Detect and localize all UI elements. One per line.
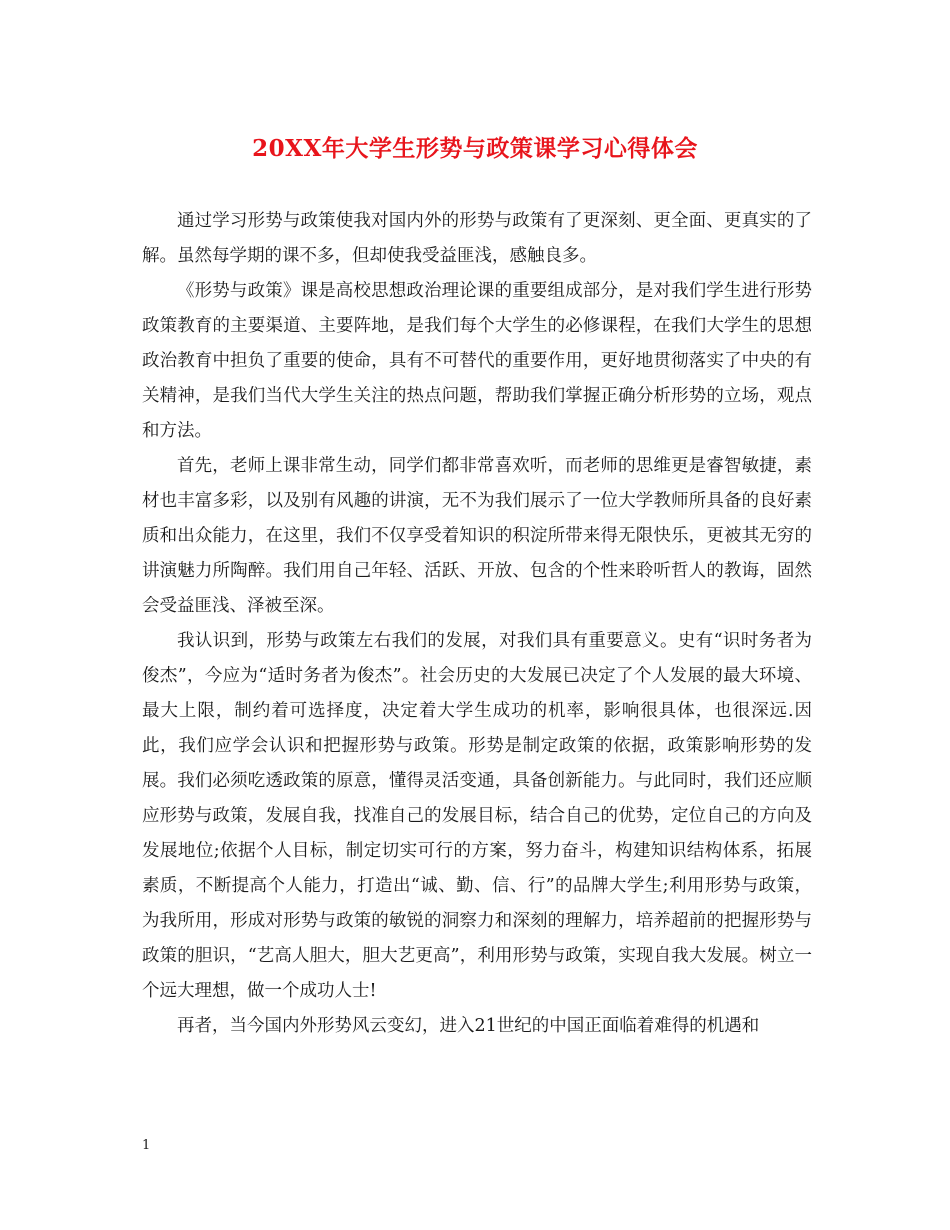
- document-body: [142, 204, 812, 1044]
- page-number: 1: [142, 1138, 151, 1153]
- paragraph-2: 《形势与政策》课是高校思想政治理论课的重要组成部分，是对我们学生进行形势政策教育的主要渠道、主要阵地，是我们每个大学生的必修课程，在我们大学生的思想政治教育中担负了重要的使命，具有不可替代的重要作用，更好地贯彻落实了中央的有关精神，是我们当代大学生关注的热点问题，帮助我们掌握正确分析形势的立场，观点和方法。: [142, 281, 812, 441]
- paragraph-1: 通过学习形势与政策使我对国内外的形势与政策有了更深刻、更全面、更真实的了解。虽然每学期的课不多，但却使我受益匪浅，感触良多。: [142, 211, 812, 266]
- document-title: 20XX年大学生形势与政策课学习心得体会: [252, 135, 698, 162]
- paragraph-4: 我认识到，形势与政策左右我们的发展，对我们具有重要意义。史有“识时务者为俊杰”，今应为“适时务者为俊杰”。社会历史的大发展已决定了个人发展的最大环境、最大上限，制约着可选择度，决定着大学生成功的机率，影响很具体，也很深远.因此，我们应学会认识和把握形势与政策。形势是制定政策的依据，政策影响形势的发展。我们必须吃透政策的原意，懂得灵活变通，具备创新能力。与此同时，我们还应顺应形势与政策，发展自我，找准自己的发展目标，结合自己的优势，定位自己的方向及发展地位;依据个人目标，制定切实可行的方案，努力奋斗，构建知识结构体系，拓展素质，不断提高个人能力，打造出“诚、勤、信、行”的品牌大学生;利用形势与政策，为我所用，形成对形势与政策的敏锐的洞察力和深刻的理解力，培养超前的把握形势与政策的胆识，“艺高人胆大，胆大艺更高”，利用形势与政策，实现自我大发展。树立一个远大理想，做一个成功人士!: [142, 631, 812, 1001]
- paragraph-3: 首先，老师上课非常生动，同学们都非常喜欢听，而老师的思维更是睿智敏捷，素材也丰富多彩，以及别有风趣的讲演，无不为我们展示了一位大学教师所具备的良好素质和出众能力，在这里，我们不仅享受着知识的积淀所带来得无限快乐，更被其无穷的讲演魅力所陶醉。我们用自己年轻、活跃、开放、包含的个性来聆听哲人的教诲，固然会受益匪浅、泽被至深。: [142, 456, 812, 616]
- paragraph-5: 再者，当今国内外形势风云变幻，进入21世纪的中国正面临着难得的机遇和: [177, 1016, 760, 1036]
